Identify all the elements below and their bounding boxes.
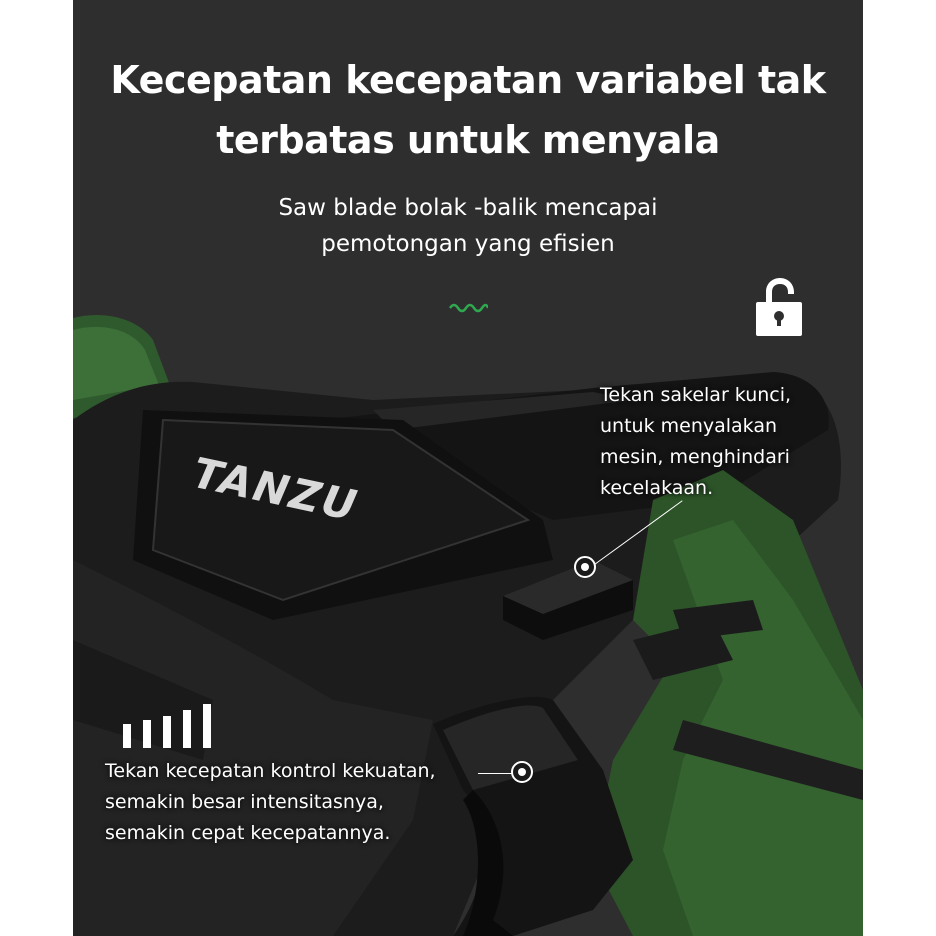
title-line-2: terbatas untuk menyala — [216, 118, 720, 162]
trigger-callout-line-3: semakin cepat kecepatannya. — [105, 822, 391, 844]
unlock-icon — [754, 276, 804, 338]
lock-switch-callout — [600, 380, 791, 504]
page-title — [73, 50, 863, 170]
product-image-canvas — [73, 0, 863, 936]
trigger-leader-line — [478, 773, 512, 774]
lock-callout-line-4: kecelakaan. — [600, 477, 714, 499]
lock-callout-line-2: untuk menyalakan — [600, 415, 778, 437]
trigger-marker — [511, 761, 533, 783]
brand-logo: TANZU — [188, 447, 363, 531]
lock-callout-line-3: mesin, menghindari — [600, 446, 790, 468]
lock-callout-line-1: Tekan sakelar kunci, — [600, 384, 792, 406]
trigger-callout-line-1: Tekan kecepatan kontrol kekuatan, — [105, 760, 436, 782]
subtitle-line-1: Saw blade bolak -balik mencapai — [278, 195, 658, 221]
trigger-callout-line-2: semakin besar intensitasnya, — [105, 791, 384, 813]
trigger-callout — [105, 756, 436, 849]
lock-switch-marker — [574, 556, 596, 578]
speed-level-icon — [121, 704, 221, 748]
wave-divider-icon — [448, 300, 488, 314]
subtitle-line-2: pemotongan yang efisien — [321, 231, 615, 257]
title-line-1: Kecepatan kecepatan variabel tak — [110, 58, 826, 102]
subtitle — [73, 190, 863, 262]
